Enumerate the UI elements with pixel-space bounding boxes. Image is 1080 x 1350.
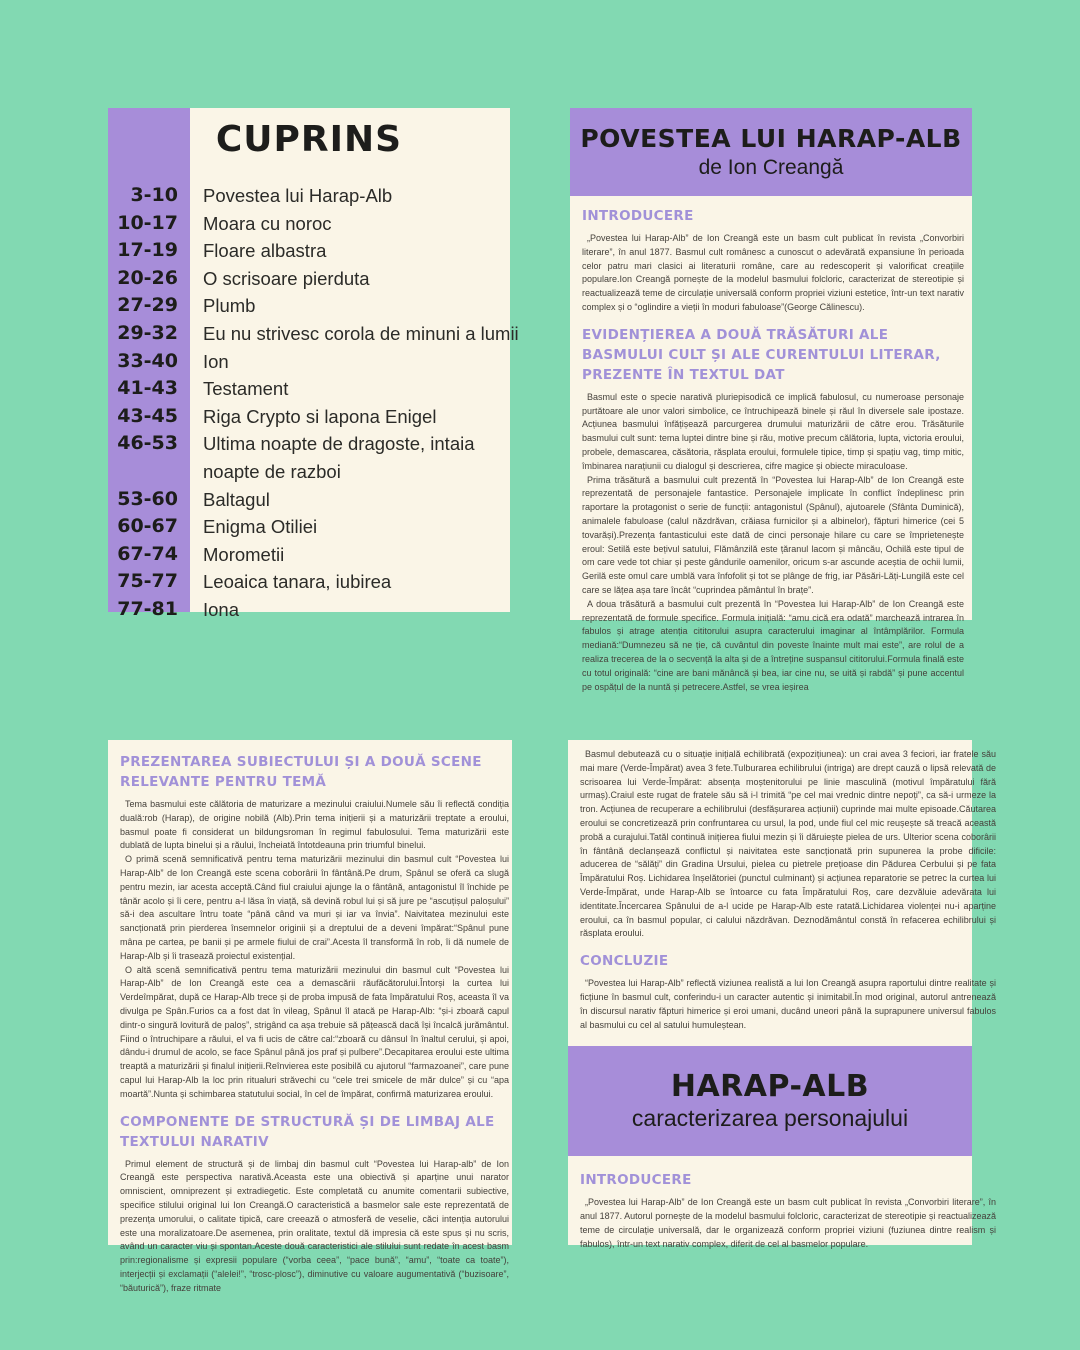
essay1-header [570,108,972,196]
toc-page-range: 33-40 [117,349,178,372]
toc-row [108,541,510,569]
essay1-intro-heading: INTRODUCERE [582,208,694,224]
essay1-features-heading: EVIDENȚIEREA A DOUĂ TRĂSĂTURI ALE BASMULUI CULT ȘI ALE CURENTULUI LITERAR, PREZENTE ÎN TEXTUL DAT [582,326,941,383]
essay1-features-paragraph-2: Prima trăsătură a basmului cult prezentă în “Povestea lui Harap-Alb” de Ion Creangă este reprezentată de personajele fantastice. Personajele implicate în conflict îndeplinesc prin raportare la protagonist o serie de funcții: antagonistul (Spânul), ajutoarele (Sfânta Duminică), animalele fabuloase (calul năzdrăvan, crăiasa furnicilor și a albinelor), făpturi himerice (cei 5 tovarăși).Prezența fantasticului este dată de cinci personaje hilare cu care se împrietenește eroul: Setilă este bețivul satului, Flămânzilă este țăranul lacom și mâncău, Ochilă este tipul de om care vede tot chiar și peste gândurile oamenilor, oricum s-ar ascunde aceștia de ochii lumii, Gerilă este omul care umblă vara înfofolit și tot se plânge de frig, iar Păsări-Lăți-Lungilă este cel care se lățea așa tare încât “cuprindea pământul în brațe”. [582,474,964,595]
toc-list [108,182,519,624]
essay1-features-paragraph-3: A doua trăsătură a basmului cult prezentă în “Povestea lui Harap-Alb” de Ion Creangă este reprezentată de formule specifice. Formula inițială: “amu cică era odată” marchează intrarea în fabulos și atrage atenția cititorului asupra caracterului imaginar al întâmplărilor. Formula mediană:“Dumnezeu să ne ție, că cuvântul din poveste înainte mult mai este”, are rolul de a realiza trecerea de la o secvență la alta și de a întreține suspansul cititorului.Formula finală este cu totul originală: “cine are bani mănâncă și bea, iar cine nu, se uită și rabdă” și pune accentul pe ospățul de la nuntă și petrecere.Astfel, se vrea ieșirea [582,598,964,692]
toc-item-title: Enigma Otiliei [203,516,318,538]
toc-page-range: 77-81 [117,597,178,620]
essay3-plot-paragraph: Basmul debutează cu o situație inițială echilibrată (expozițiunea): un crai avea 3 feciori, iar fratele său mai mare (Verde-Împărat) avea 3 fete.Tulburarea echilibrului (intriga) are drept cauză o lipsă relevată de scrisoarea lui Verde-Împărat: absența moștenitorului pe linie masculină (motivul împăratului fără urmaș).Craiul este rugat de fratele său să i-l trimită “pe cel mai vrednic dintre nepoți”, ca să-i urmeze la tron. Acțiunea de recuperare a echilibrului (desfășurarea acțiunii) cuprinde mai multe episoade.Căutarea eroului se concretizează prin confruntarea cu ursul, la pod, unde fiul cel mic reușește să treacă această probă a curajului.Tatăl continuă inițierea fiului mezin și îi dăruiește pielea de urs. Ulterior scena coborârii în fântână declanșează conflictul și naivitatea este sancționată prin supunerea la probe dificile: aducerea de “sălăți” din Gradina Ursului, pielea cu pietrele prețioase din Pădurea Cerbului și pe fata Împăratului Roș. Lichidarea înșelătoriei (punctul culminant) și acțiunea reparatorie se petrec la curtea lui Verde-Împărat, unde Harap-Alb se întoarce cu fata Împăratului Roș, care dezvăluie adevărata lui identitate.Încercarea Spânului de a-l ucide pe Harap-Alb este ratată.Lichidarea violenței nu-i aparține eroului, ca în basmul popular, ci calului năzdrăvan. Deznodământul constă în refacerea echilibrului și răsplata eroului. [580,749,996,939]
toc-page-range: 20-26 [117,266,178,289]
toc-item-title: Iona [203,598,240,620]
toc-title: CUPRINS [215,119,403,160]
toc-row [108,265,510,293]
toc-row [108,292,510,320]
essay2-subject-paragraph-1: Tema basmului este călătoria de maturizare a mezinului craiului.Numele său îi reflectă condiția duală:rob (Harap), de origine nobilă (Alb).Prin tema inițierii și a maturizării treptate a eroului, basmul poate fi considerat un bildungsroman în regimul fabulosului. Tema maturizării este dublată de lupta binelui și a răului, încheiată întotdeauna prin triumful binelui. [120,799,509,851]
essay1-body [570,196,972,694]
toc-row [108,403,510,431]
toc-row [108,182,510,210]
toc-page-range: 10-17 [117,211,178,234]
toc-item-title: Ion [203,350,229,372]
toc-row [108,210,510,238]
toc-item-title: O scrisoare pierduta [203,267,370,289]
essay1-title: POVESTEA LUI HARAP-ALB [580,124,962,153]
essay1-features-paragraph-1: Basmul este o specie narativă pluriepisodică ce implică fabulosul, cu numeroase personaje purtătoare ale unor valori simbolice, ce întruchipează binele și răul în diversele sale ipostaze. Acțiunea basmului înfățișează parcurgerea drumului maturizării de către erou. Trăsăturile basmului cult sunt: tema luptei dintre bine și rău, motive precum călătoria, lupta, victoria eroului, probele, demascarea, căsătoria, răsplata eroului, formulele tipice, timp și spațiu vag, timp mitic, îmbinarea narațiunii cu dialogul și descrierea, cifre magice și obiecte miraculoase. [582,391,964,471]
toc-row [108,237,510,265]
essay2-structure-paragraph: Primul element de structură și de limbaj din basmul cult “Povestea lui Harap-alb” de Ion Creangă este perspectiva narativă.Aceasta este una obiectivă și aparține unui narator omniscient, omniprezent și extradiegetic. Este completată cu anumite comentarii subiective, specifice stilului original lui Ion Creangă.O caracteristică a basmelor sale este reprezentată de prezența umorului, o calitate tipică, care creează o atmosferă de veselie, căci intenția autorului este una moralizatoare.De asemenea, prin oralitate, textul dă impresia că este spus și nu scris, având un caracter viu și spontan.Aceste două caracteristici ale stilului sunt redate în acest basm prin:regionalisme și expresii populare (“vorba ceea”, “pace bună”, “amu”, “toate ca toate”), interjecții și exclamații (“alelei!”, “trosc-plosc”), diminutive cu valoare augumentativă (“buzisoare”, “băuturică”), fraze ritmate [120,1158,509,1293]
toc-page-range: 53-60 [117,487,178,510]
toc-page-range: 43-45 [117,404,178,427]
essay3-intro-paragraph: „Povestea lui Harap-Alb” de Ion Creangă este un basm cult publicat în revista „Convorbiri literare”, în anul 1877. Autorul pornește de la modelul basmului folcloric, caracterizat de stereotipie și reactualizează teme de circulație universală, dar le organizează conform propriei viziuni (fuziunea dintre realism și fabulos), într-un text narativ complex, diferit de cel al basmelor populare. [580,1197,996,1249]
essay2-subject-paragraph-3: O altă scenă semnificativă pentru tema maturizării mezinului din basmul cult “Povestea lui Harap-Alb” de Ion Creangă este cea a demascării răufăcătorului.Întorși la curtea lui Verdeîmpărat, după ce Harap-Alb trece și de proba impusă de fata împăratului Roș, aceasta îl va divulga pe Spân.Furios ca a fost dat în vileag, Spânul îl atacă pe Harap-Alb: “și-i zboară capul dintr-o singură lovitură de paloș”, strigând ca așa trebuie să pățească dacă își încalcă jurământul. Fiind o întruchipare a răului, el va fi ucis de către cal:“zboară cu dânsul în înaltul cerului, și apoi, dându-i drumul de acolo, se face Spânul până jos praf și pulbere”.Decapitarea eroului este ultima treaptă a maturizării și finalul inițierii.Reînvierea este posibilă cu ajutorul “farmazoanei”, care pune capul lui Harap-Alb la loc prin ritualuri străvechi cu “cele trei smicele de măr dulce” și cu “apa moartă”.Nunta și schimbarea statutului social, în cel de împărat, confirmă maturizarea eroului. [120,964,509,1099]
toc-item-title: Baltagul [203,488,270,510]
character-title: HARAP-ALB [670,1069,870,1105]
toc-page-range: 27-29 [117,294,178,317]
essay3-upper-text [568,740,1008,1032]
essay3-conclusion-paragraph: “Povestea lui Harap-Alb” reflectă viziunea realistă a lui Ion Creangă asupra raportului dintre realitate și ficțiune în basmul cult, conferindu-i un caracter autentic și inimitabil.În mod original, autorul antrenează în discursul narativ făpturi himerice și eroi umani, ducând uneori până la suprapunere universul fabulos al basmului cu cel al satului humuleștean. [580,978,996,1030]
toc-item-title: Povestea lui Harap-Alb [203,185,393,206]
essay2-panel [108,740,512,1293]
toc-item-title: Morometii [203,543,285,565]
character-subtitle: caracterizarea personajului [631,1105,909,1132]
toc-page-range: 3-10 [130,184,178,206]
essay3-lower-text [568,1156,1008,1251]
character-header [568,1046,972,1156]
essay2-subject-heading: PREZENTAREA SUBIECTULUI ȘI A DOUĂ SCENE RELEVANTE PENTRU TEMĂ [120,754,482,790]
toc-row [108,430,510,485]
toc-row [108,568,510,596]
toc-page-range: 46-53 [117,432,178,455]
essay2-subject-paragraph-2: O primă scenă semnificativă pentru tema maturizării mezinului din basmul cult “Povestea lui Harap-Alb” de Ion Creangă este scena coborârii în fântână.Pe drum, Spânul se oferă ca slugă pentru mezin, iar acesta acceptă.Când fiul craiului ajunge la o fântână, antagonistul îl închide pe tânăr acolo și îi cere, pentru a-l lăsa în viață, să devină robul lui și să jure pe “ascuțișul paloșului” să-i dea ascultare întru toate “până când va muri și iar va învia”. Naivitatea mezinului este sancționată prin pierderea însemnelor originii și a dreptului de a deveni împărat:“Spânul pune mâna pe cartea, pe banii și pe armele fiului de crai”.Acesta îl transformă în rob, îi dă numele de Harap-Alb și îi trasează proiectul existențial. [120,854,509,961]
toc-item-title: Eu nu strivesc corola de minuni a lumii [203,322,519,344]
toc-item-title: Riga Crypto si lapona Enigel [203,405,437,427]
essay1-subtitle: de Ion Creangă [698,156,844,179]
toc-page-range: 75-77 [117,570,178,593]
toc-page-range: 41-43 [117,377,178,400]
toc-row [108,375,510,403]
toc-page-range: 60-67 [117,515,178,538]
toc-page-range: 29-32 [117,321,178,344]
toc-row [108,596,510,624]
toc-row [108,320,519,348]
toc-item-title: Testament [203,378,289,400]
toc-item-title: Moara cu noroc [203,212,332,234]
toc-row [108,513,510,541]
essay2-structure-heading: COMPONENTE DE STRUCTURĂ ȘI DE LIMBAJ ALE TEXTULUI NARATIV [120,1113,495,1150]
toc-item-title: Leoaica tanara, iubirea [203,571,392,593]
toc-item-title: Floare albastra [203,240,327,262]
toc-panel [108,108,519,620]
essay3-panel [568,740,996,1249]
essay1-panel [570,108,972,692]
essay3-intro-heading: INTRODUCERE [580,1172,692,1189]
toc-item-title: Ultima noapte de dragoste, intaia noapte de razboi [203,433,475,482]
toc-page-range: 17-19 [117,239,178,262]
essay2-body [108,740,512,1296]
toc-row [108,486,510,514]
toc-row [108,348,510,376]
toc-page-range: 67-74 [117,542,178,565]
essay3-conclusion-heading: CONCLUZIE [580,953,669,970]
toc-item-title: Plumb [203,295,256,317]
essay1-intro-paragraph: „Povestea lui Harap-Alb” de Ion Creangă este un basm cult publicat în revista „Convorbiri literare”, în anul 1877. Basmul cult românesc a cunoscut o adevărată expansiune în perioada celor patru mari clasici ai literaturii române, care au redescoperit și valorificat creațiile populare.Ion Creangă pornește de la modelul basmului folcloric, caracterizat de stereotipie și reactualizează teme de circulație universală conform propriei viziuni estetice, într-un text narativ complex și o “oglindire a vieții în moduri fabuloase”(George Călinescu). [582,233,964,312]
